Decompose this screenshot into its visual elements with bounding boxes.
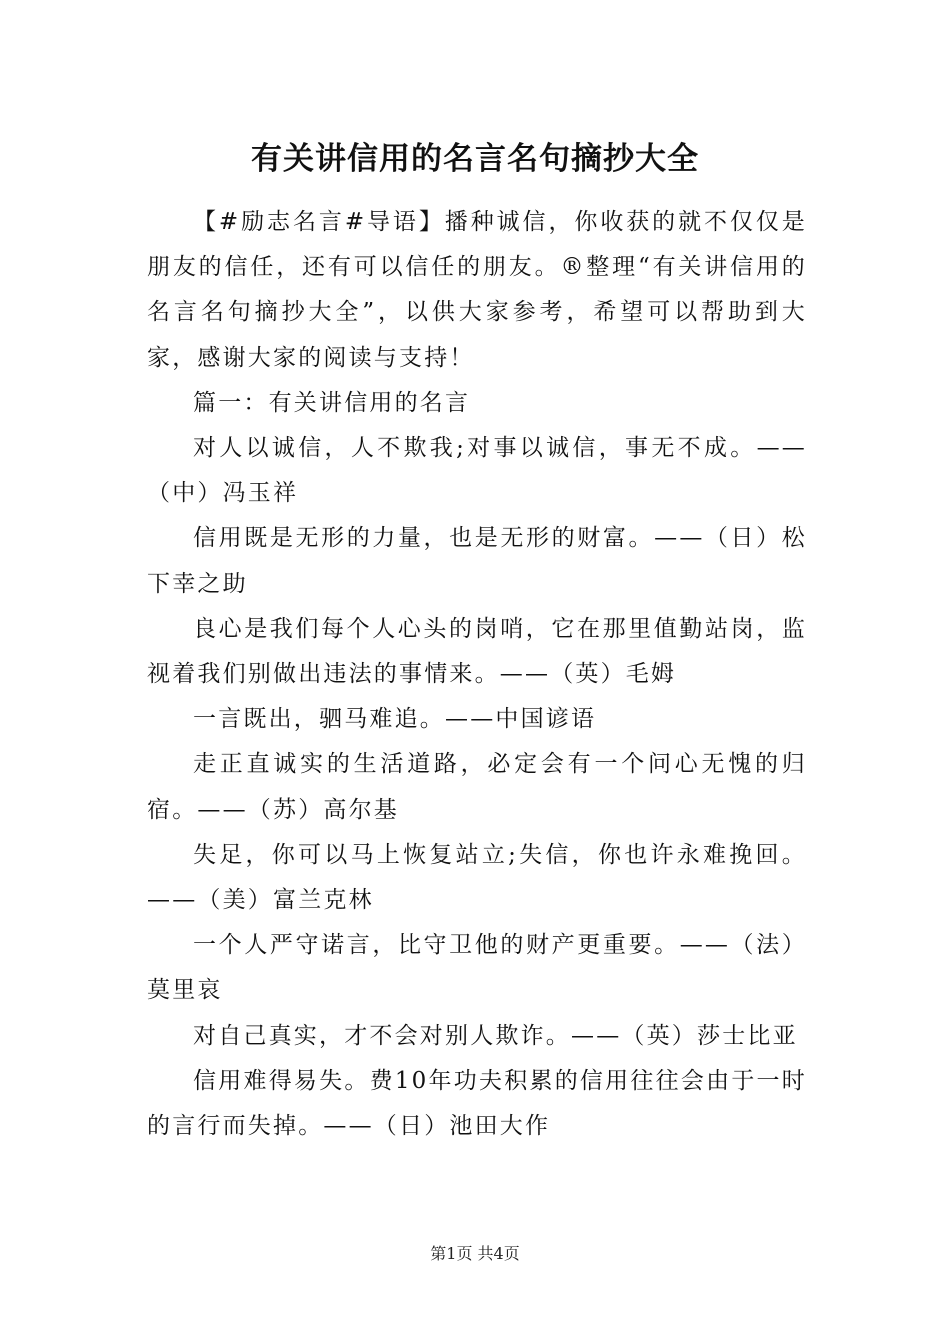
quote-paragraph: 良心是我们每个人心头的岗哨，它在那里值勤站岗，监视着我们别做出违法的事情来。——（英）毛姆 [147,615,807,688]
document-body [147,200,807,1149]
quote-paragraph: 对自己真实，才不会对别人欺诈。——（英）莎士比亚 [193,1022,798,1049]
quote-paragraph: 对人以诚信，人不欺我;对事以诚信，事无不成。——（中）冯玉祥 [147,435,807,507]
quote-paragraph: 失足，你可以马上恢复站立;失信，你也许永难挽回。——（美）富兰克林 [147,841,807,914]
intro-paragraph: 【#励志名言#导语】播种诚信，你收获的就不仅仅是朋友的信任，还有可以信任的朋友。®整理“有关讲信用的名言名句摘抄大全”，以供大家参考，希望可以帮助到大家，感谢大家的阅读与支持！ [147,209,807,371]
quote-paragraph: 信用既是无形的力量，也是无形的财富。——（日）松下幸之助 [147,525,807,597]
section-heading: 篇一：有关讲信用的名言 [193,389,471,416]
document-title: 有关讲信用的名言名句摘抄大全 [251,141,699,177]
quote-paragraph: 一个人严守诺言，比守卫他的财产更重要。——（法）莫里哀 [147,932,807,1004]
quote-paragraph: 走正直诚实的生活道路，必定会有一个问心无愧的归宿。——（苏）高尔基 [147,751,807,823]
quote-paragraph: 信用难得易失。费10年功夫积累的信用往往会由于一时的言行而失掉。——（日）池田大作 [147,1067,807,1140]
quote-paragraph: 一言既出，驷马难追。——中国谚语 [193,706,597,733]
page-number-footer: 第1页 共4页 [430,1244,520,1263]
